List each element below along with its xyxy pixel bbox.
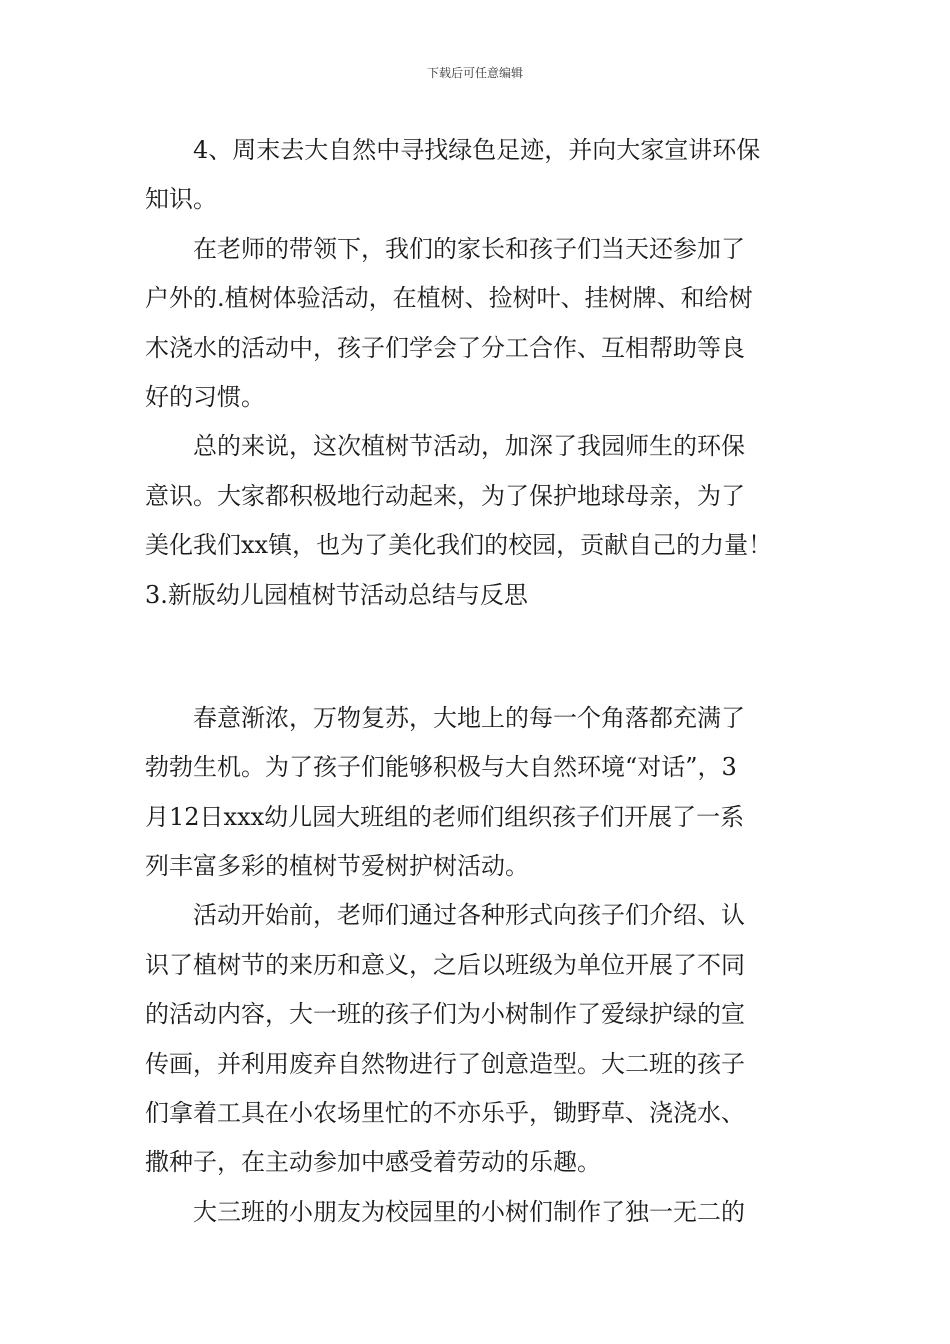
text-line: 户外的.植树体验活动，在植树、捡树叶、挂树牌、和给树: [145, 284, 753, 313]
text-line: 识了植树节的来历和意义，之后以班级为单位开展了不同: [145, 950, 745, 979]
text-line: 好的习惯。: [145, 382, 265, 411]
text-line: 撒种子，在主动参加中感受着劳动的乐趣。: [145, 1148, 601, 1177]
text-line: 木浇水的活动中，孩子们学会了分工合作、互相帮助等良: [145, 333, 745, 362]
text-block-1: [145, 126, 809, 620]
text-line: 们拿着工具在小农场里忙的不亦乐乎，锄野草、浇浇水、: [145, 1099, 745, 1128]
text-line: 4、周末去大自然中寻找绿色足迹，并向大家宣讲环保: [145, 136, 761, 164]
text-line: 活动开始前，老师们通过各种形式向孩子们介绍、认: [145, 901, 745, 930]
text-line: 列丰富多彩的植树节爱树护树活动。: [145, 852, 529, 881]
text-line: 美化我们xx镇，也为了美化我们的校园，贡献自己的力量！: [145, 531, 773, 560]
spacer: [145, 620, 809, 694]
text-line: 大三班的小朋友为校园里的小树们制作了独一无二的: [145, 1197, 745, 1226]
page-header: 下载后可任意编辑: [426, 66, 523, 80]
text-line: 的活动内容，大一班的孩子们为小树制作了爱绿护绿的宣: [145, 1000, 745, 1029]
text-line: 传画，并利用废弃自然物进行了创意造型。大二班的孩子: [145, 1049, 745, 1078]
section-heading: 3.新版幼儿园植树节活动总结与反思: [145, 580, 528, 609]
text-line: 知识。: [145, 185, 217, 214]
text-block-2: [145, 694, 809, 1237]
text-line: 在老师的带领下，我们的家长和孩子们当天还参加了: [145, 234, 745, 263]
text-line: 勃勃生机。为了孩子们能够积极与大自然环境“对话”，3: [145, 753, 737, 782]
text-line: 总的来说，这次植树节活动，加深了我园师生的环保: [145, 432, 745, 461]
document-body: [145, 126, 809, 1237]
text-line: 月12日xxx幼儿园大班组的老师们组织孩子们开展了一系: [145, 802, 745, 831]
text-line: 意识。大家都积极地行动起来，为了保护地球母亲，为了: [145, 481, 745, 510]
text-line: 春意渐浓，万物复苏，大地上的每一个角落都充满了: [145, 703, 745, 732]
